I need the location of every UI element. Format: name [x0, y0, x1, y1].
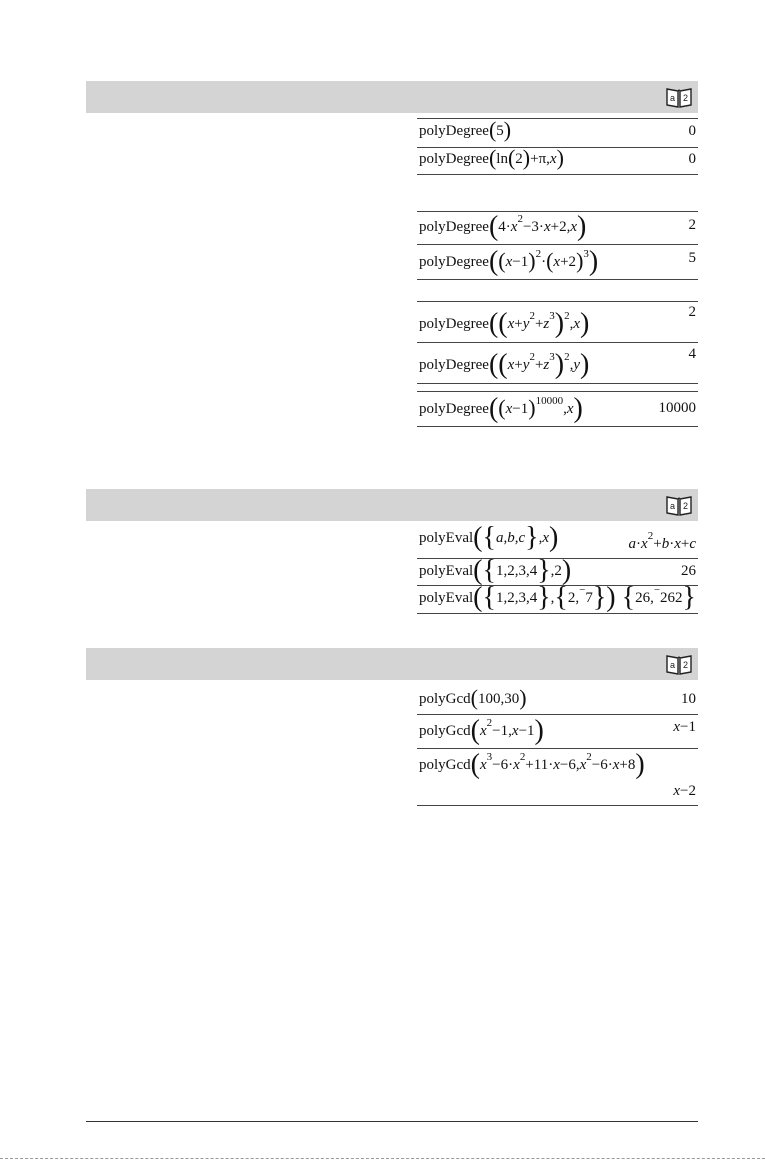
example-row [417, 715, 698, 749]
example-row [417, 582, 698, 614]
example-expression: $polyDegree((x+y^2+z^3)^2,y)$ [419, 349, 590, 380]
example-row [417, 391, 698, 427]
section-header-polydegree [86, 81, 698, 113]
example-row [417, 211, 698, 245]
example-row [417, 118, 698, 148]
example-row [417, 522, 698, 559]
example-expression: $polyGcd(x^2-1,x-1)$ [419, 715, 544, 746]
example-row [417, 301, 698, 343]
example-expression: polyDegree(5) [419, 117, 512, 142]
book-icon[interactable] [666, 653, 692, 675]
example-expression: $polyDegree((x-1)^2\cdot(x+2)^3)$ [419, 246, 599, 277]
svg-text:a: a [670, 93, 676, 103]
footer-rule [86, 1121, 698, 1122]
example-expression: $polyDegree((x-1)^{10000},x)$ [419, 393, 583, 424]
example-result: 5 [688, 250, 696, 266]
example-result: 4 [688, 346, 696, 362]
example-row [417, 145, 698, 175]
example-result: 2 [688, 217, 696, 233]
section-header-polygcd [86, 648, 698, 680]
book-icon[interactable] [666, 86, 692, 108]
example-result: $a\cdot x^2+b\cdot x+c$ [628, 530, 696, 552]
example-result: 10000 [658, 400, 696, 416]
example-result: x−1 [673, 719, 696, 735]
example-row [417, 343, 698, 384]
svg-text:2: 2 [683, 501, 689, 511]
svg-text:a: a [670, 501, 676, 511]
page-edge-ruler [0, 1158, 765, 1159]
example-row [417, 685, 698, 715]
book-icon[interactable] [666, 494, 692, 516]
example-result: 0 [688, 123, 696, 139]
example-result: 10 [681, 691, 696, 707]
example-expression: $polyDegree((x+y^2+z^3)^2,x)$ [419, 308, 590, 339]
example-expression: polyEval({1,2,3,4},{2,−7}) [419, 582, 616, 613]
example-expression: polyEval({1,2,3,4},2) [419, 555, 572, 586]
example-expression: $polyDegree(4\cdot x^2-3\cdot x+2,x)$ [419, 211, 587, 242]
example-expression: polyDegree(ln(2)+π,x) [419, 145, 564, 170]
svg-text:2: 2 [683, 660, 689, 670]
svg-text:2: 2 [683, 93, 689, 103]
example-expression: polyEval({a,b,c},x) [419, 522, 559, 553]
example-expression: polyGcd(100,30) [419, 685, 527, 710]
svg-text:a: a [670, 660, 676, 670]
example-result: {26,−262} [621, 582, 696, 613]
example-result: x−2 [673, 783, 696, 799]
examples-polygcd [417, 685, 698, 806]
examples-polyeval [417, 522, 698, 614]
example-row [417, 749, 698, 806]
example-result: 0 [688, 151, 696, 167]
example-row [417, 245, 698, 280]
examples-polydegree [417, 118, 698, 427]
section-header-polyeval [86, 489, 698, 521]
example-result: 2 [688, 304, 696, 320]
example-expression: $polyGcd(x^3-6\cdot x^2+11\cdot x-6,x^2-6\cdot x+8)$ [419, 749, 645, 780]
example-result: 26 [681, 563, 696, 579]
